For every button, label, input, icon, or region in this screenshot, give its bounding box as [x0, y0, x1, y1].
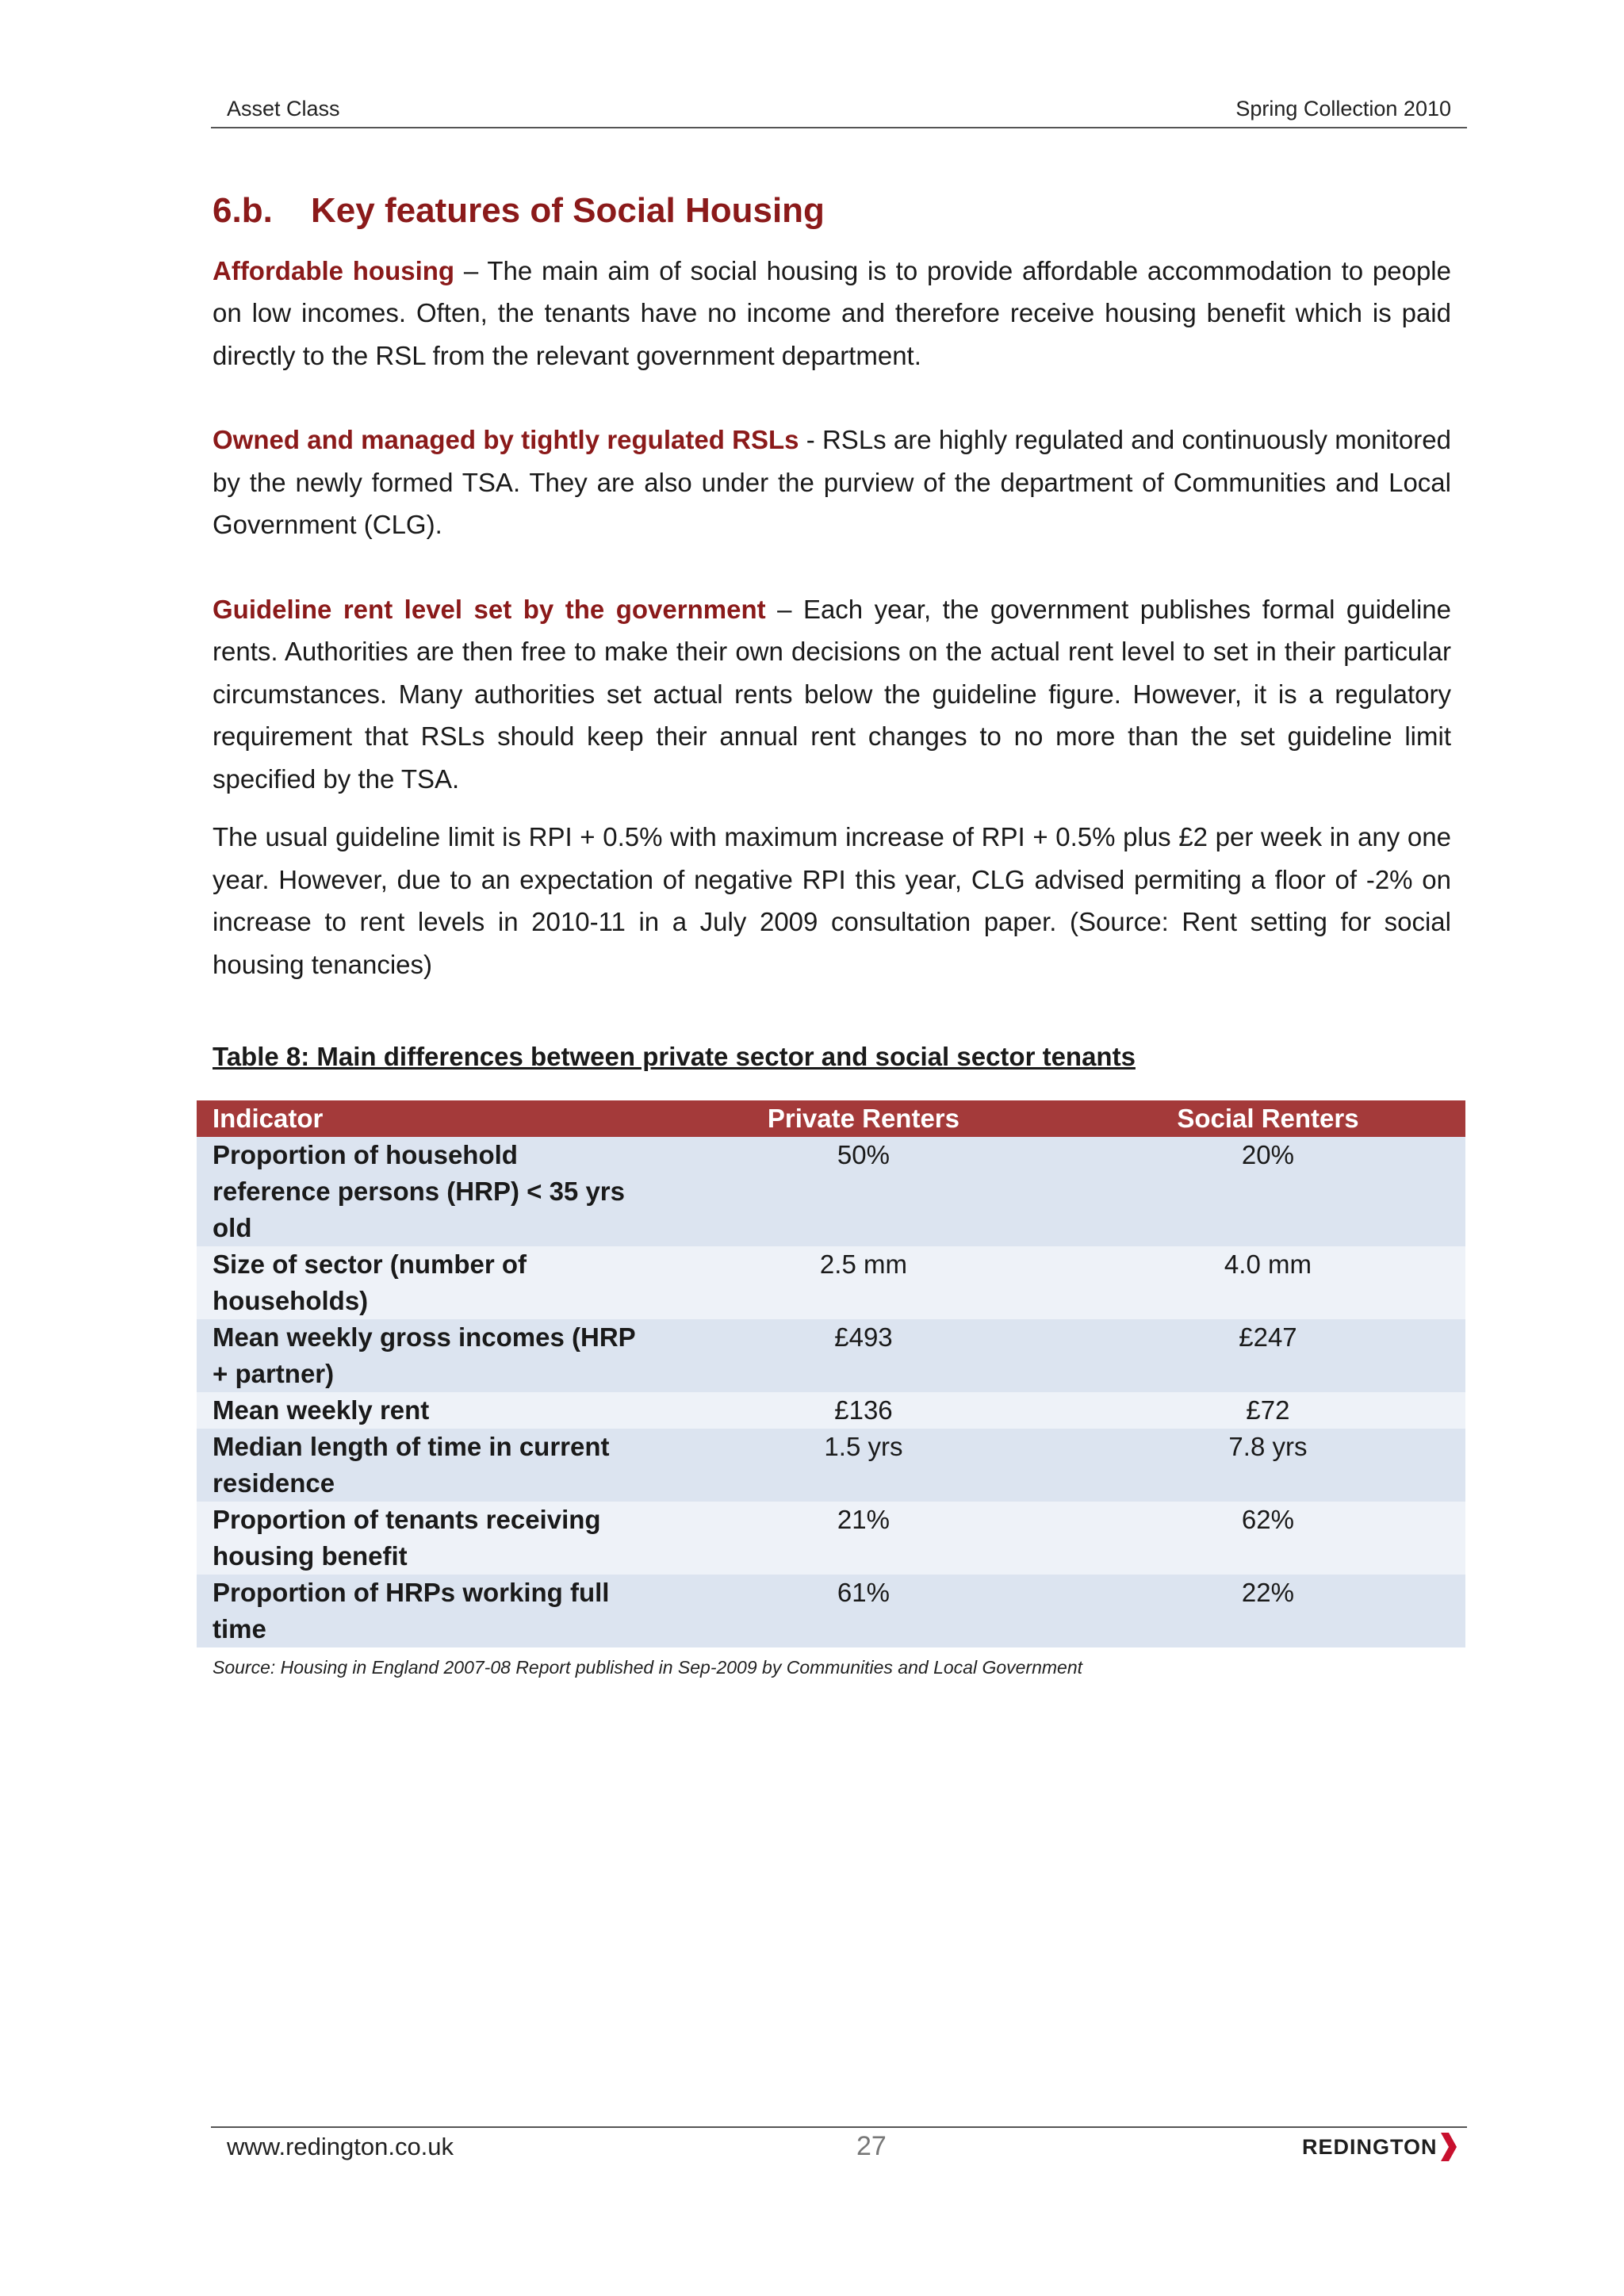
table-row: [197, 1137, 1465, 1246]
page-header: [211, 97, 1467, 128]
indicator-cell: Mean weekly gross incomes (HRP + partner): [197, 1319, 657, 1392]
paragraph-text: - RSLs are highly regulated and continuously monitored by the newly formed TSA. They are also under the purview of the department of Communities and Local Government (CLG).: [213, 425, 1451, 540]
tenants-comparison-table: [197, 1100, 1465, 1647]
private-renters-cell: 1.5 yrs: [657, 1429, 1071, 1502]
private-renters-cell: 50%: [657, 1137, 1071, 1246]
social-renters-cell: £72: [1071, 1392, 1465, 1429]
social-renters-cell: 22%: [1071, 1575, 1465, 1647]
main-content: [213, 190, 1451, 1073]
table-row: [197, 1502, 1465, 1575]
table-row: [197, 1246, 1465, 1319]
social-renters-cell: 7.8 yrs: [1071, 1429, 1465, 1502]
table-row: [197, 1429, 1465, 1502]
section-title: Key features of Social Housing: [311, 191, 825, 230]
social-renters-cell: 20%: [1071, 1137, 1465, 1246]
private-renters-cell: 61%: [657, 1575, 1071, 1647]
social-renters-cell: 62%: [1071, 1502, 1465, 1575]
social-renters-cell: £247: [1071, 1319, 1465, 1392]
paragraph-text: – Each year, the government publishes formal guideline rents. Authorities are then free to make their own decisions on the actual rent level to set in their particular circumstances. Many authorities set actual rents below the guideline figure. However, it is a regulatory requirement that RSLs should keep their annual rent changes to no more than the set guideline limit specified by the TSA.: [213, 594, 1452, 794]
private-renters-cell: £493: [657, 1319, 1071, 1392]
paragraph-text: – The main aim of social housing is to provide affordable accommodation to people on low incomes. Often, the tenants have no income and therefore receive housing benefit which is paid directly to the RSL from the relevant government department.: [213, 255, 1451, 370]
footer-divider: [211, 2126, 1467, 2128]
header-left: Asset Class: [227, 97, 340, 121]
table-title: Table 8: Main differences between private sector and social sector tenants: [213, 1042, 1136, 1072]
section-heading: [213, 190, 1451, 232]
column-header-indicator: Indicator: [197, 1100, 657, 1137]
table-row: [197, 1319, 1465, 1392]
table-header-row: [197, 1100, 1465, 1137]
term-guideline-rent: Guideline rent level set by the government: [213, 594, 766, 624]
logo-wordmark: REDINGTON: [1302, 2134, 1438, 2159]
column-header-private-renters: Private Renters: [657, 1100, 1071, 1137]
social-renters-cell: 4.0 mm: [1071, 1246, 1465, 1319]
paragraph-affordable-housing: [213, 250, 1451, 377]
indicator-cell: Median length of time in current residence: [197, 1429, 657, 1502]
logo-chevron-icon: [1439, 2133, 1457, 2161]
section-number: 6.b.: [213, 191, 273, 230]
paragraph-guideline-rent: [213, 588, 1451, 801]
private-renters-cell: £136: [657, 1392, 1071, 1429]
paragraph-guideline-limit: The usual guideline limit is RPI + 0.5% with maximum increase of RPI + 0.5% plus £2 per week in any one year. However, due to an expectation of negative RPI this year, CLG advised permiting a floor of -2% on increase to rent levels in 2010-11 in a July 2009 consultation paper. (Source: Rent setting for social housing tenancies): [213, 822, 1451, 979]
redington-logo: [1302, 2131, 1457, 2163]
indicator-cell: Proportion of household reference persons (HRP) < 35 yrs old: [197, 1137, 657, 1246]
indicator-cell: Mean weekly rent: [197, 1392, 657, 1429]
term-regulated-rsls: Owned and managed by tightly regulated RSLs: [213, 425, 799, 455]
private-renters-cell: 21%: [657, 1502, 1071, 1575]
column-header-social-renters: Social Renters: [1071, 1100, 1465, 1137]
paragraph-regulated-rsls: [213, 419, 1451, 546]
header-right: Spring Collection 2010: [1235, 97, 1451, 121]
term-affordable-housing: Affordable housing: [213, 255, 455, 285]
private-renters-cell: 2.5 mm: [657, 1246, 1071, 1319]
indicator-cell: Proportion of HRPs working full time: [197, 1575, 657, 1647]
table-row: [197, 1392, 1465, 1429]
indicator-cell: Proportion of tenants receiving housing benefit: [197, 1502, 657, 1575]
footer-website-link[interactable]: www.redington.co.uk: [227, 2133, 454, 2160]
table-row: [197, 1575, 1465, 1647]
indicator-cell: Size of sector (number of households): [197, 1246, 657, 1319]
page-number: 27: [856, 2131, 887, 2161]
table-source-note: Source: Housing in England 2007-08 Report published in Sep-2009 by Communities and Local Government: [213, 1657, 1083, 1678]
